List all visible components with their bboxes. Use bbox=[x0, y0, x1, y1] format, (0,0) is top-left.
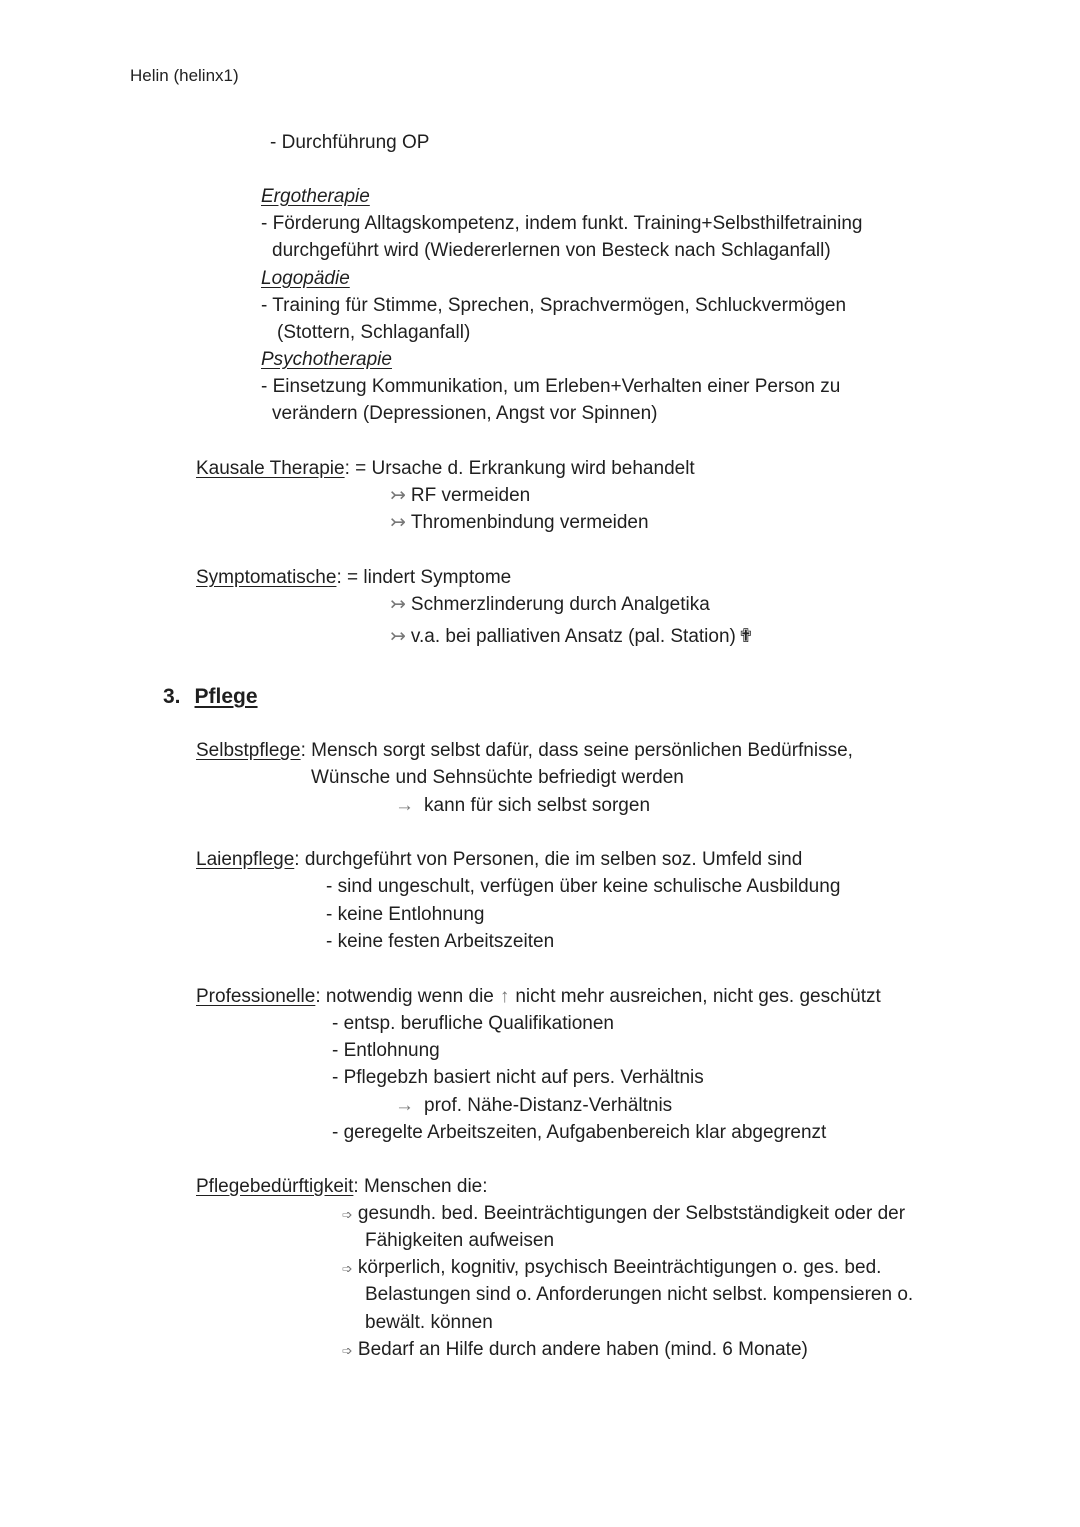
psychotherapie-line-1: - Einsetzung Kommunikation, um Erleben+Verhalten einer Person zu bbox=[261, 376, 841, 397]
bedarf-bullet: ➩ körperlich, kognitiv, psychisch Beeinträchtigungen o. ges. bed. bbox=[342, 1257, 882, 1278]
psychotherapie-line-2: verändern (Depressionen, Angst vor Spinnen) bbox=[272, 403, 658, 424]
selbstpflege-line-3: → kann für sich selbst sorgen bbox=[395, 795, 651, 816]
section-3-heading bbox=[163, 684, 258, 709]
symptom-item: ↣ Schmerzlinderung durch Analgetika bbox=[390, 594, 710, 615]
arrow-bullet-icon: ➩ bbox=[342, 1207, 353, 1222]
pflegebeduerftigkeit-definition: Pflegebedürftigkeit: Menschen die: bbox=[196, 1176, 488, 1197]
ergotherapie-heading: Ergotherapie bbox=[261, 186, 370, 207]
professionelle-definition: Professionelle: notwendig wenn die ↑ nicht mehr ausreichen, nicht ges. geschützt bbox=[196, 986, 881, 1007]
symptomatische-definition bbox=[196, 567, 511, 590]
cross-icon: ✟ bbox=[737, 626, 754, 647]
bedarf-bullet-cont: bewält. können bbox=[365, 1312, 493, 1333]
symptomatische-label: Symptomatische bbox=[196, 567, 337, 588]
bedarf-bullet: ➩ gesundh. bed. Beeinträchtigungen der Selbstständigkeit oder der bbox=[342, 1203, 906, 1224]
laienpflege-definition: Laienpflege: durchgeführt von Personen, die im selben soz. Umfeld sind bbox=[196, 849, 803, 870]
professionelle-item: - Pflegebzh basiert nicht auf pers. Verhältnis bbox=[332, 1067, 704, 1088]
kausale-therapie-definition bbox=[196, 458, 695, 481]
kausale-therapie-label: Kausale Therapie bbox=[196, 458, 345, 479]
laienpflege-item: - keine Entlohnung bbox=[326, 904, 485, 925]
laienpflege-item: - keine festen Arbeitszeiten bbox=[326, 931, 555, 952]
professionelle-label: Professionelle bbox=[196, 986, 316, 1007]
bedarf-bullet: ➩ Bedarf an Hilfe durch andere haben (mind. 6 Monate) bbox=[342, 1339, 808, 1360]
arrow-bullet-icon: ➩ bbox=[342, 1343, 353, 1358]
double-arrow-bullet-icon: ↣ bbox=[390, 594, 406, 615]
double-arrow-bullet-icon: ↣ bbox=[390, 512, 406, 533]
double-arrow-bullet-icon: ↣ bbox=[390, 485, 406, 506]
bedarf-bullet-cont: Belastungen sind o. Anforderungen nicht selbst. kompensieren o. bbox=[365, 1284, 914, 1305]
symptomatische-text: : = lindert Symptome bbox=[336, 567, 512, 588]
arrow-right-icon: → bbox=[395, 1095, 414, 1116]
ergotherapie-line-1: - Förderung Alltagskompetenz, indem funkt. Training+Selbsthilfetraining bbox=[261, 213, 863, 234]
kausale-therapie-text: : = Ursache d. Erkrankung wird behandelt bbox=[344, 458, 695, 479]
arrow-bullet-icon: ➩ bbox=[342, 1261, 353, 1276]
kausal-item: ↣ Thromenbindung vermeiden bbox=[390, 512, 649, 533]
professionelle-arrow-item: → prof. Nähe-Distanz-Verhältnis bbox=[395, 1095, 673, 1116]
author-header: Helin (helinx1) bbox=[130, 66, 239, 85]
double-arrow-bullet-icon: ↣ bbox=[390, 626, 406, 647]
logopaedie-heading: Logopädie bbox=[261, 268, 350, 289]
psychotherapie-heading: Psychotherapie bbox=[261, 349, 392, 370]
pflegebeduerftigkeit-label: Pflegebedürftigkeit bbox=[196, 1176, 354, 1197]
bedarf-bullet-cont: Fähigkeiten aufweisen bbox=[365, 1230, 555, 1251]
professionelle-item: - geregelte Arbeitszeiten, Aufgabenbereich klar abgegrenzt bbox=[332, 1122, 827, 1143]
laienpflege-label: Laienpflege bbox=[196, 849, 295, 870]
laienpflege-item: - sind ungeschult, verfügen über keine schulische Ausbildung bbox=[326, 876, 841, 897]
professionelle-item: - entsp. berufliche Qualifikationen bbox=[332, 1013, 614, 1034]
kausal-item: ↣ RF vermeiden bbox=[390, 485, 531, 506]
selbstpflege-definition: Selbstpflege: Mensch sorgt selbst dafür, dass seine persönlichen Bedürfnisse, bbox=[196, 740, 853, 761]
ergotherapie-line-2: durchgeführt wird (Wiedererlernen von Besteck nach Schlaganfall) bbox=[272, 240, 831, 261]
section-number: 3. bbox=[163, 685, 181, 708]
arrow-right-icon: → bbox=[395, 795, 414, 816]
symptom-item: ↣ v.a. bei palliativen Ansatz (pal. Station) ✟ bbox=[390, 626, 754, 647]
selbstpflege-label: Selbstpflege bbox=[196, 740, 301, 761]
logopaedie-line-2: (Stottern, Schlaganfall) bbox=[277, 322, 471, 343]
arrow-up-icon: ↑ bbox=[499, 986, 510, 1007]
selbstpflege-line-2: Wünsche und Sehnsüchte befriedigt werden bbox=[311, 767, 684, 788]
professionelle-item: - Entlohnung bbox=[332, 1040, 440, 1061]
op-line: - Durchführung OP bbox=[270, 132, 430, 153]
logopaedie-line-1: - Training für Stimme, Sprechen, Sprachvermögen, Schluckvermögen bbox=[261, 295, 847, 316]
section-title: Pflege bbox=[194, 685, 258, 708]
